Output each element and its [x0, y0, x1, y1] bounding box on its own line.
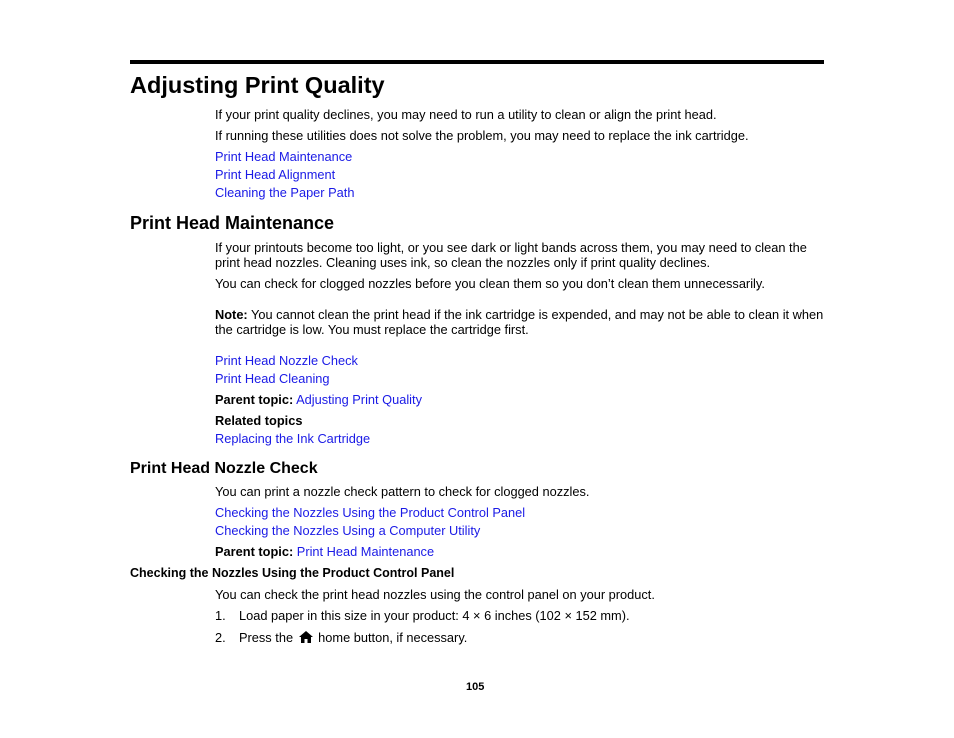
- control-panel-paragraph: You can check the print head nozzles using the control panel on your product.: [215, 587, 655, 602]
- parent-topic-label-2: Parent topic:: [215, 544, 294, 559]
- link-print-head-maintenance[interactable]: Print Head Maintenance: [215, 149, 353, 164]
- link-print-head-alignment[interactable]: Print Head Alignment: [215, 167, 336, 182]
- parent-topic-line: [215, 392, 422, 407]
- step-2-post: home button, if necessary.: [314, 630, 468, 645]
- link-computer-utility-check[interactable]: Checking the Nozzles Using a Computer Utility: [215, 523, 481, 538]
- home-icon: [299, 631, 313, 643]
- section-heading-maintenance: Print Head Maintenance: [130, 213, 335, 233]
- parent-topic-line-2: [215, 544, 434, 559]
- step-1: [215, 608, 630, 623]
- section-heading-control-panel: Checking the Nozzles Using the Product Control Panel: [130, 566, 455, 580]
- link-cleaning-paper-path[interactable]: Cleaning the Paper Path: [215, 185, 355, 200]
- page-title: Adjusting Print Quality: [130, 72, 385, 98]
- section-heading-nozzle-check: Print Head Nozzle Check: [130, 460, 318, 477]
- step-1-text: Load paper in this size in your product: 4 × 6 inches (102 × 152 mm).: [239, 608, 630, 623]
- related-topics-label: Related topics: [215, 413, 303, 428]
- step-1-number: 1.: [215, 608, 226, 623]
- link-print-head-cleaning[interactable]: Print Head Cleaning: [215, 371, 330, 386]
- link-parent-adjusting-print-quality[interactable]: Adjusting Print Quality: [296, 392, 422, 407]
- step-2-pre: Press the: [239, 630, 297, 645]
- link-replacing-ink-cartridge[interactable]: Replacing the Ink Cartridge: [215, 431, 371, 446]
- page-number: 105: [466, 681, 485, 693]
- step-2: [215, 630, 467, 645]
- link-nozzle-check[interactable]: Print Head Nozzle Check: [215, 353, 358, 368]
- step-2-number: 2.: [215, 630, 226, 645]
- note-text: You cannot clean the print head if the ink cartridge is expended, and may not be able to clean it when the cartridge is low. You must replace the cartridge first.: [215, 307, 824, 337]
- parent-topic-label: Parent topic:: [215, 392, 294, 407]
- nozzle-check-paragraph: You can print a nozzle check pattern to check for clogged nozzles.: [215, 484, 590, 499]
- intro-paragraph-2: If running these utilities does not solve the problem, you may need to replace the ink cartridge.: [215, 128, 749, 143]
- note-block: [215, 307, 825, 337]
- link-parent-print-head-maintenance[interactable]: Print Head Maintenance: [296, 544, 435, 559]
- top-rule: [130, 60, 824, 64]
- note-label: Note:: [215, 307, 248, 322]
- link-control-panel-check[interactable]: Checking the Nozzles Using the Product Control Panel: [215, 505, 526, 520]
- maintenance-paragraph-1: If your printouts become too light, or you see dark or light bands across them, you may need to clean the print head nozzles. Cleaning uses ink, so clean the nozzles only if print quality declines.: [215, 240, 807, 270]
- maintenance-paragraph-2: You can check for clogged nozzles before you clean them so you don’t clean them unnecessarily.: [215, 276, 765, 291]
- intro-paragraph-1: If your print quality declines, you may need to run a utility to clean or align the print head.: [215, 107, 717, 122]
